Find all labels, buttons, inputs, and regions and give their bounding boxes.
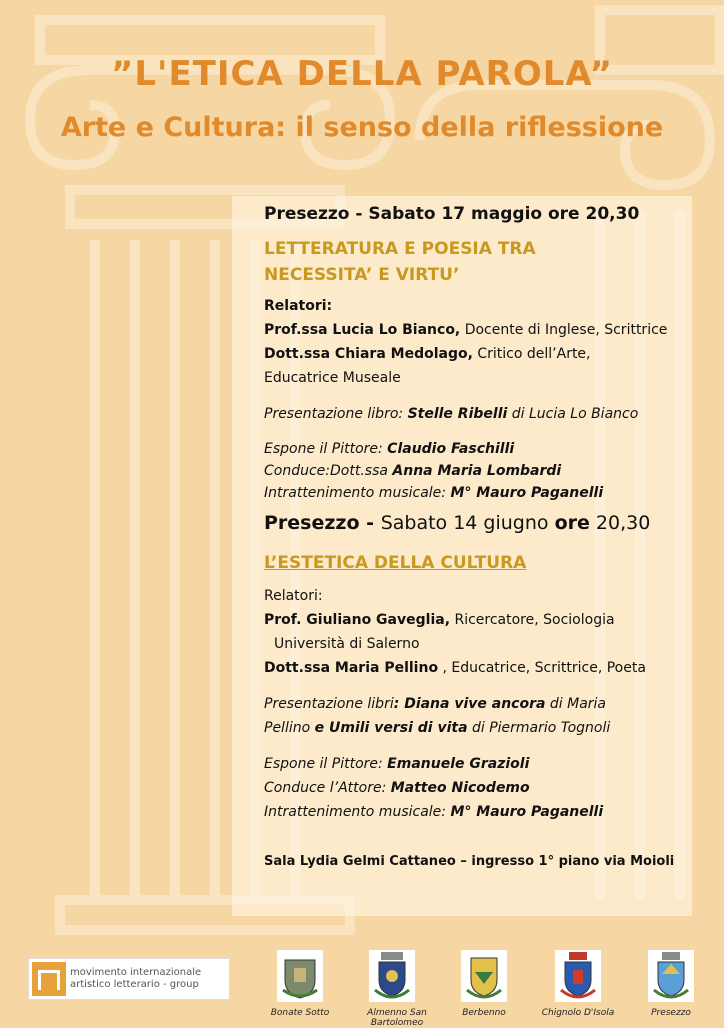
event2-speaker2: Dott.ssa Maria Pellino , Educatrice, Scrittrice, Poeta — [264, 660, 646, 676]
event1-book: Presentazione libro: Stelle Ribelli di Lucia Lo Bianco — [264, 406, 639, 422]
poster-subtitle: Arte e Cultura: il senso della riflessione — [60, 112, 664, 143]
venue-address: Sala Lydia Gelmi Cattaneo – ingresso 1° piano via Moioli — [264, 854, 675, 869]
event2-date: Presezzo - Sabato 14 giugno ore 20,30 — [264, 512, 651, 534]
event-details — [264, 200, 704, 869]
event2-books: Presentazione libri: Diana vive ancora di Maria — [264, 696, 607, 712]
crest-label-berbenno: Berbenno — [462, 1008, 506, 1018]
sponsor-logos — [0, 944, 724, 1028]
event2-place: Presezzo - — [264, 512, 375, 534]
event1-speaker1: Prof.ssa Lucia Lo Bianco, Docente di Inglese, Scrittrice — [264, 322, 668, 338]
event2-speaker1-role: Università di Salerno — [274, 636, 420, 652]
event1-host: Conduce:Dott.ssa Anna Maria Lombardi — [264, 463, 562, 479]
crest-label-bonate: Bonate Sotto — [270, 1008, 330, 1018]
chignolo-crest-icon — [555, 950, 601, 1002]
event1-section-title-line2: NECESSITA’ E VIRTU’ — [264, 265, 460, 285]
crest-label-chignolo: Chignolo D'Isola — [541, 1008, 615, 1018]
event2-datetime: Sabato 14 giugno — [380, 512, 555, 534]
presezzo-crest-icon — [648, 950, 694, 1002]
event1-music: Intrattenimento musicale: M° Mauro Paganelli — [264, 485, 604, 501]
event1-speaker2: Dott.ssa Chiara Medolago, Critico dell’Arte, — [264, 346, 591, 362]
event1-section-title-line1: LETTERATURA E POESIA TRA — [264, 239, 536, 259]
event1-painter: Espone il Pittore: Claudio Faschilli — [264, 441, 515, 457]
mia-line1: movimento internazionale — [70, 967, 202, 978]
event2-relatori-label: Relatori: — [264, 588, 323, 604]
berbenno-crest-icon — [461, 950, 507, 1002]
event2-section-title: L’ESTETICA DELLA CULTURA — [264, 553, 527, 573]
event2-actor: Conduce l’Attore: Matteo Nicodemo — [264, 780, 530, 796]
crest-label-presezzo: Presezzo — [651, 1008, 691, 1018]
poster-title: ”L'ETICA DELLA PAROLA” — [111, 54, 613, 94]
event1-speaker2-role: Educatrice Museale — [264, 370, 401, 386]
event2-books-cont: Pellino e Umili versi di vita di Piermario Tognoli — [264, 720, 611, 736]
event2-music: Intrattenimento musicale: M° Mauro Paganelli — [264, 804, 604, 820]
event2-painter: Espone il Pittore: Emanuele Grazioli — [264, 756, 530, 772]
event1-date — [264, 204, 704, 224]
event2-speaker1: Prof. Giuliano Gaveglia, Ricercatore, Sociologia — [264, 612, 615, 628]
event1-place: Presezzo - — [264, 204, 363, 224]
bonate-sotto-crest-icon — [277, 950, 323, 1002]
mia-line2: artistico letterario - group — [70, 979, 199, 990]
crest-label-almenno: Almenno San Bartolomeo — [367, 1008, 427, 1028]
mia-group-logo — [28, 958, 230, 1000]
event1-datetime: Sabato 17 maggio ore 20,30 — [368, 204, 640, 224]
event1-relatori-label: Relatori: — [264, 298, 333, 314]
mia-mark-icon — [32, 962, 66, 996]
almenno-crest-icon — [369, 950, 415, 1002]
